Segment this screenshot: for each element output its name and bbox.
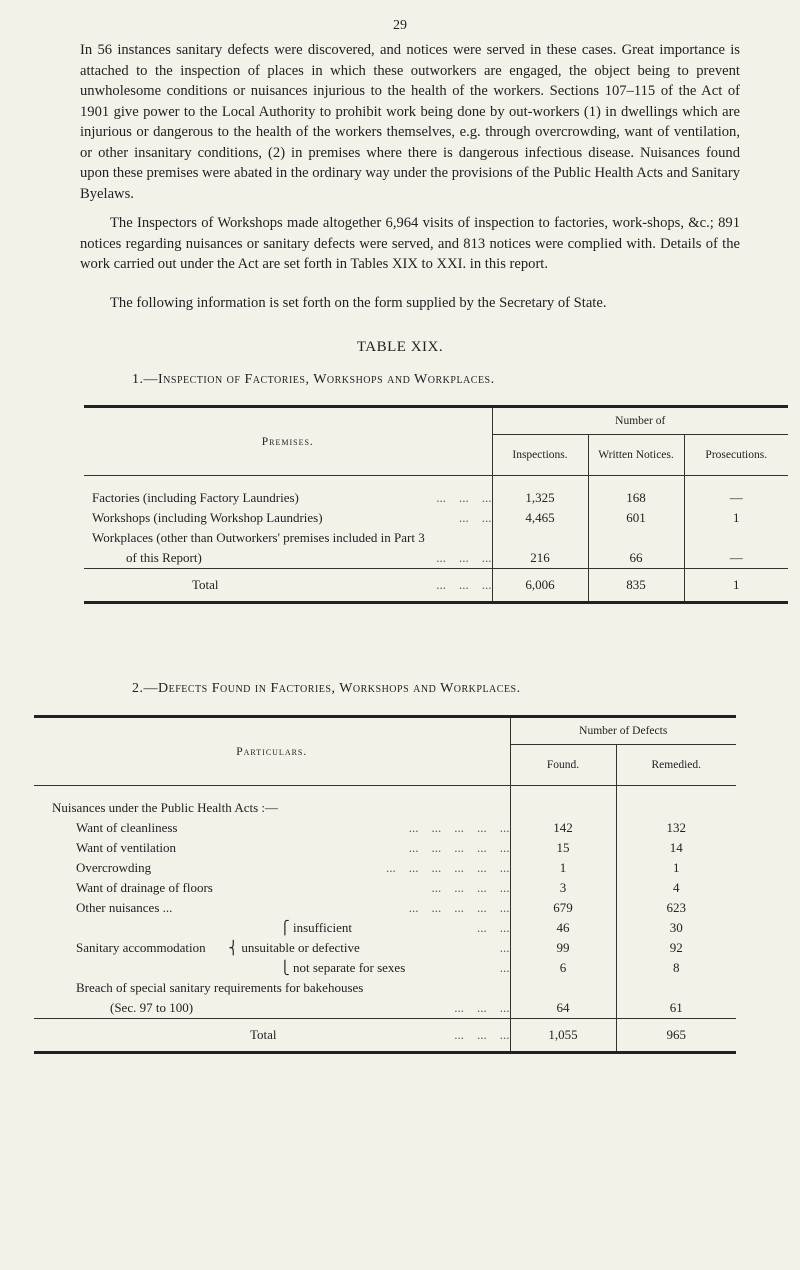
table-row — [34, 798, 736, 818]
table-row: Factories (including Factory Laundries) ... ... ... 1,325 168 — — [84, 488, 788, 508]
table-row: Workshops (including Workshop Laundries) ... ... 4,465 601 1 — [84, 508, 788, 528]
col-particulars: Particulars. — [34, 717, 510, 786]
col-premises: Premises. — [84, 407, 492, 476]
col-number-of-defects: Number of Defects — [510, 717, 736, 745]
row-label: Overcrowding — [76, 860, 152, 875]
cell-found: 46 — [510, 918, 616, 938]
nuisances-heading: Nuisances under the Public Health Acts :— — [34, 798, 510, 818]
cell-remedied: 8 — [673, 960, 680, 975]
paragraph-inspectors: The Inspectors of Workshops made altogether 6,964 visits of inspection to factories, work-shops, &c.; 891 notices regarding nuisances or sanitary defects were served, and 813 notices were complied with. Details of the work carried out under the Act are set forth in Tables XIX to XXI. in this report. — [80, 215, 740, 272]
paragraph-form-info: The following information is set forth on the form supplied by the Secretary of State. — [110, 295, 607, 311]
total-written: 835 — [588, 569, 684, 603]
col-inspections: Inspections. — [492, 435, 588, 476]
row-label: Factories (including Factory Laundries) — [92, 490, 299, 505]
table-row: ⎩ not separate for sexes ... 6 8 — [34, 958, 736, 978]
table-row: Want of drainage of floors ... ... ... ... 3 4 — [34, 878, 736, 898]
cell-found: 142 — [510, 818, 616, 838]
cell-written: 601 — [588, 508, 684, 528]
cell-written: 168 — [588, 488, 684, 508]
col-remedied: Remedied. — [616, 745, 736, 786]
cell-remedied: 92 — [669, 940, 683, 955]
total-prosecutions: 1 — [684, 569, 788, 603]
col-written-notices: Written Notices. — [588, 435, 684, 476]
table-row: (Sec. 97 to 100) ... ... ... 64 61 — [34, 998, 736, 1019]
breach-label: Breach of special sanitary requirements for bakehouses — [34, 978, 510, 998]
cell-remedied: 30 — [669, 920, 683, 935]
inspection-table — [84, 405, 788, 604]
cell-found: 99 — [510, 938, 616, 958]
total-row: Total ... ... ... 1,055 965 — [34, 1019, 736, 1053]
cell-prosecutions: — — [729, 550, 743, 565]
cell-remedied: 623 — [666, 900, 686, 915]
col-found: Found. — [510, 745, 616, 786]
row-label: Workshops (including Workshop Laundries) — [92, 510, 323, 525]
cell-written: 66 — [588, 548, 684, 569]
cell-prosecutions: — — [729, 490, 743, 505]
total-remedied: 965 — [616, 1019, 736, 1053]
cell-remedied: 132 — [666, 820, 686, 835]
table-row: Sanitary accommodation ⎨ unsuitable or defective ... 99 92 — [34, 938, 736, 958]
total-row: Total ... ... ... 6,006 835 1 — [84, 569, 788, 603]
table-row: Overcrowding ... ... ... ... ... ... 1 1 — [34, 858, 736, 878]
table-title: TABLE XIX. — [356, 339, 444, 355]
total-label: Total — [192, 577, 219, 592]
cell-found: 3 — [510, 878, 616, 898]
table-row: Other nuisances ... ... ... ... ... ... 679 623 — [34, 898, 736, 918]
paragraph-outworkers: In 56 instances sanitary defects were discovered, and notices were served in these cases. Great importance is attached to the inspection of places in which these outworkers are engaged, the object being to prevent unwholesome conditions or nuisances injurious to the health of the workers. Sections 107–115 of the Act of 1901 give power to the Local Authority to prohibit work being done by out-workers (1) in dwellings which are injurious or dangerous to the health of the workers themselves, e.g. through overcrowding, want of ventilation, or other insanitary conditions, (2) in premises where there is dangerous infectious disease. Nuisances found upon these premises were abated in the ordinary way under the provisions of the Public Health Acts and Sanitary Byelaws. — [80, 42, 740, 202]
cell-inspections: 1,325 — [492, 488, 588, 508]
defects-table — [34, 715, 736, 1054]
col-prosecutions: Prosecutions. — [684, 435, 788, 476]
table-row: Want of cleanliness ... ... ... ... ... 142 132 — [34, 818, 736, 838]
cell-remedied: 4 — [673, 880, 680, 895]
row-label-cont: of this Report) — [126, 550, 202, 565]
cell-inspections: 4,465 — [492, 508, 588, 528]
page-number: 29 — [393, 18, 407, 33]
breach-label-cont: (Sec. 97 to 100) — [110, 1000, 194, 1015]
table-row: of this Report) ... ... ... 216 66 — — [84, 548, 788, 569]
sanitary-label: Sanitary accommodation — [76, 940, 206, 955]
sanitary-sub-label: insufficient — [293, 920, 352, 935]
row-label: Want of drainage of floors — [76, 880, 213, 895]
total-found: 1,055 — [510, 1019, 616, 1053]
section1-heading: 1.—Inspection of Factories, Workshops and Workplaces. — [132, 372, 495, 387]
cell-remedied: 61 — [669, 1000, 683, 1015]
row-label: Other nuisances ... — [76, 900, 173, 915]
section2-heading: 2.—Defects Found in Factories, Workshops and Workplaces. — [132, 681, 521, 696]
row-label: Want of ventilation — [76, 840, 177, 855]
cell-found: 15 — [510, 838, 616, 858]
cell-found: 6 — [510, 958, 616, 978]
brace-mid-glyph: ⎨ — [228, 940, 239, 955]
total-inspections: 6,006 — [492, 569, 588, 603]
row-label: Want of cleanliness — [76, 820, 178, 835]
col-number-of: Number of — [492, 407, 788, 435]
cell-found: 1 — [510, 858, 616, 878]
table-row: Want of ventilation ... ... ... ... ... 15 14 — [34, 838, 736, 858]
cell-prosecutions: 1 — [733, 510, 740, 525]
cell-found: 679 — [510, 898, 616, 918]
cell-inspections: 216 — [492, 548, 588, 569]
brace-top-glyph: ⎧ — [280, 920, 290, 935]
table-row — [34, 978, 736, 998]
table-row: ⎧ insufficient ... ... 46 30 — [34, 918, 736, 938]
sanitary-sub-label: unsuitable or defective — [241, 940, 360, 955]
row-label: Workplaces (other than Outworkers' premises included in Part 3 — [84, 528, 492, 548]
cell-found: 64 — [510, 998, 616, 1019]
brace-bottom-glyph: ⎩ — [280, 960, 290, 975]
table-row — [84, 528, 788, 548]
sanitary-sub-label: not separate for sexes — [293, 960, 406, 975]
cell-remedied: 1 — [673, 860, 680, 875]
cell-remedied: 14 — [669, 840, 683, 855]
total-label: Total — [250, 1027, 277, 1042]
